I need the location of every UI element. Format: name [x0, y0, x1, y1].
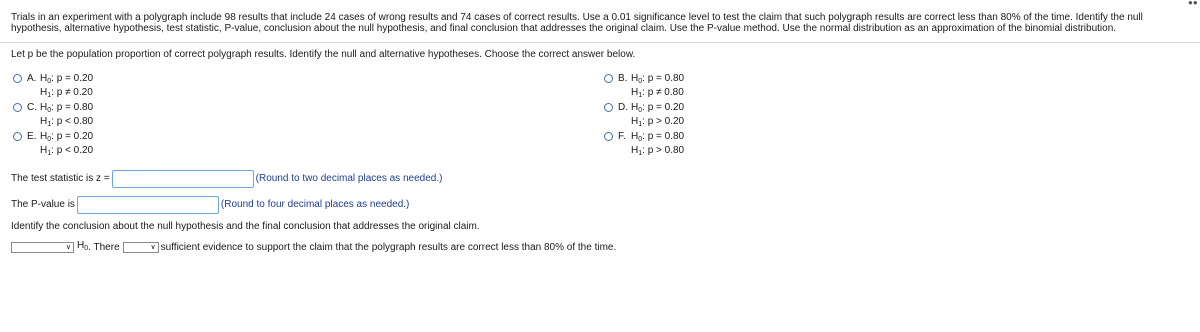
p-value-hint: (Round to four decimal places as needed.)	[220, 199, 410, 210]
radio-button-icon[interactable]	[13, 132, 22, 141]
choice-c[interactable]	[13, 102, 93, 130]
choice-letter: D.	[618, 102, 628, 113]
test-statistic-label: The test statistic is z =	[11, 173, 110, 184]
alternative-hypothesis: $H_1$: p ≠ 0.20	[40, 87, 93, 99]
evidence-select[interactable]	[123, 242, 159, 253]
choice-f[interactable]	[604, 131, 684, 159]
choice-hypotheses	[40, 73, 93, 101]
null-hypothesis: $H_0$: p = 0.20	[631, 102, 685, 114]
radio-button-icon[interactable]	[604, 74, 613, 83]
choice-letter: E.	[27, 131, 37, 142]
choice-hypotheses	[40, 102, 93, 130]
null-hypothesis: $H_0$: p = 0.20	[40, 73, 94, 85]
test-statistic-hint: (Round to two decimal places as needed.)	[255, 173, 443, 184]
question-prompt: Let p be the population proportion of correct polygraph results. Identify the null and alternative hypotheses. Choose the correct answer below.	[11, 49, 636, 60]
radio-button-icon[interactable]	[13, 74, 22, 83]
p-value-input[interactable]	[77, 196, 219, 214]
choice-a[interactable]	[13, 73, 93, 101]
alternative-hypothesis: $H_1$: p > 0.80	[631, 145, 685, 157]
alternative-hypothesis: $H_1$: p < 0.80	[40, 116, 94, 128]
corner-mark-icon: ●●	[1188, 0, 1198, 7]
conclusion-prompt	[11, 221, 480, 233]
problem-statement: Trials in an experiment with a polygraph include 98 results that include 24 cases of wrong results and 74 cases of correct results. Use a 0.01 significance level to test the claim that such polygraph results are correct less than 80% of the time. Identify the null hypothesis, alternative hypothesis, test statistic, P-value, conclusion about the null hypothesis, and final conclusion that addresses the original claim. Use the P-value method. Use the normal distribution as an approximation of the binomial distribution.	[11, 12, 1143, 34]
null-hypothesis: $H_0$: p = 0.80	[631, 131, 685, 143]
radio-button-icon[interactable]	[604, 103, 613, 112]
test-statistic-row	[11, 170, 442, 188]
chevron-down-icon: ∨	[150, 244, 156, 251]
conclusion-prompt-text: Identify the conclusion about the null hypothesis and the final conclusion that addresses the original claim.	[11, 221, 480, 232]
alternative-hypothesis: $H_1$: p ≠ 0.80	[631, 87, 684, 99]
p-value-label: The P-value is	[11, 199, 75, 210]
choice-d[interactable]	[604, 102, 684, 130]
conclusion-row	[11, 240, 616, 255]
test-statistic-input[interactable]	[112, 170, 254, 188]
choice-letter: F.	[618, 131, 626, 142]
chevron-down-icon: ∨	[65, 244, 71, 251]
conclusion-null-label: $H_0$	[77, 240, 89, 252]
choice-letter: A.	[27, 73, 37, 84]
alternative-hypothesis: $H_1$: p > 0.20	[631, 116, 685, 128]
choice-hypotheses	[631, 102, 684, 130]
divider	[0, 42, 1200, 43]
choice-hypotheses	[40, 131, 93, 159]
null-hypothesis: $H_0$: p = 0.20	[40, 131, 94, 143]
conclusion-mid-text: . There	[88, 241, 120, 253]
choice-e[interactable]	[13, 131, 93, 159]
alternative-hypothesis: $H_1$: p < 0.20	[40, 145, 94, 157]
p-value-row	[11, 196, 409, 214]
null-hypothesis-decision-select[interactable]	[11, 242, 74, 253]
choice-b[interactable]	[604, 73, 684, 101]
choice-letter: B.	[618, 73, 628, 84]
radio-button-icon[interactable]	[13, 103, 22, 112]
choice-hypotheses	[631, 131, 684, 159]
choice-letter: C.	[27, 102, 37, 113]
choice-hypotheses	[631, 73, 684, 101]
null-hypothesis: $H_0$: p = 0.80	[631, 73, 685, 85]
null-hypothesis: $H_0$: p = 0.80	[40, 102, 94, 114]
radio-button-icon[interactable]	[604, 132, 613, 141]
conclusion-tail-text: sufficient evidence to support the claim that the polygraph results are correct less than 80% of the time.	[160, 241, 617, 253]
